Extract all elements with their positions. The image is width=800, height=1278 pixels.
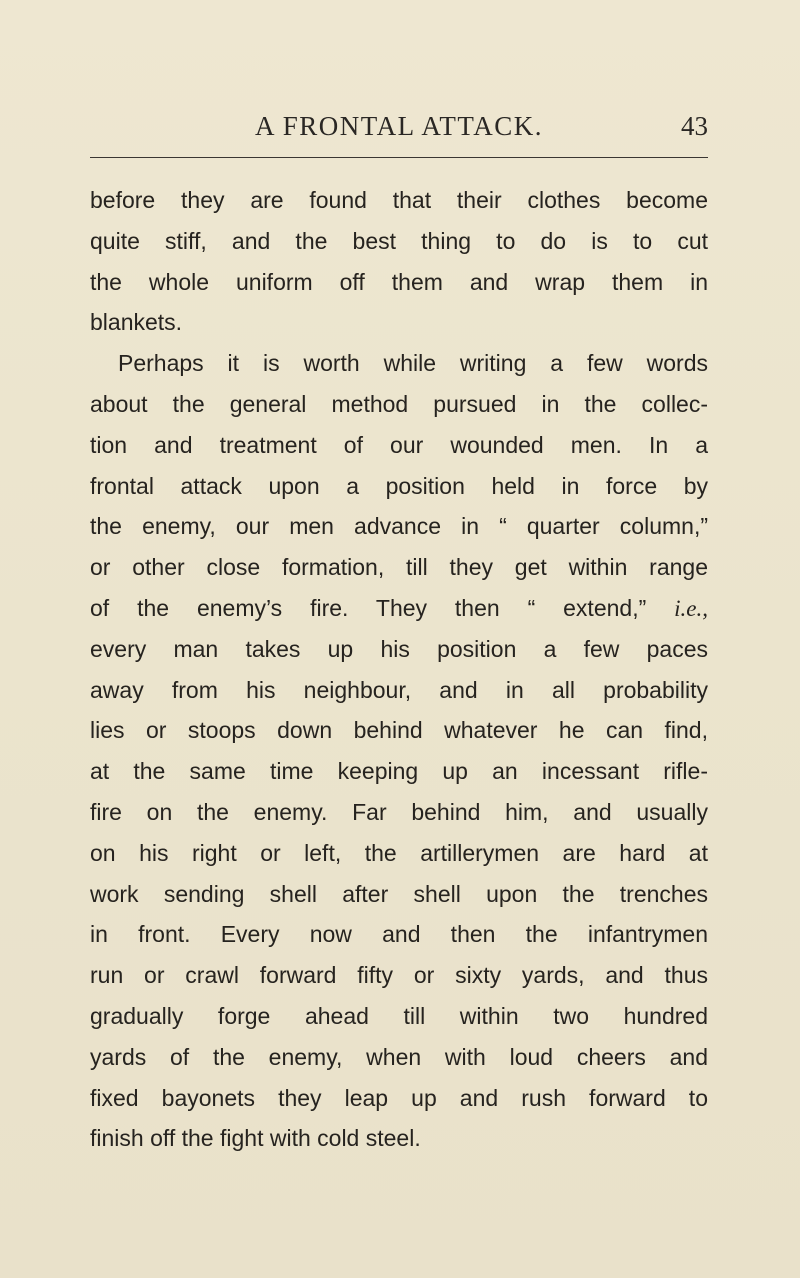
body-text xyxy=(90,180,708,1159)
italic-abbreviation: i.e., xyxy=(674,595,709,621)
text-line: finish off the fight with cold steel. xyxy=(90,1125,421,1152)
running-title: A FRONTAL ATTACK. xyxy=(255,111,543,141)
text-line: tion and treatment of our wounded men. In a xyxy=(90,431,708,458)
text-line: fixed bayonets they leap up and rush forward to xyxy=(90,1084,708,1111)
text-line: Perhaps it is worth while writing a few words xyxy=(118,350,708,377)
text-line xyxy=(90,588,708,629)
text-line: every man takes up his position a few paces xyxy=(90,635,708,662)
text-line: in front. Every now and then the infantrymen xyxy=(90,921,708,948)
text-line: at the same time keeping up an incessant rifle- xyxy=(90,758,708,785)
text-line: lies or stoops down behind whatever he can find, xyxy=(90,717,708,744)
text-line: fire on the enemy. Far behind him, and usually xyxy=(90,798,708,825)
text-line: before they are found that their clothes become xyxy=(90,187,708,213)
text-line: the whole uniform off them and wrap them in xyxy=(90,268,708,295)
text-fragment: of the enemy’s fire. They then “ extend,” xyxy=(90,594,647,621)
text-line: quite stiff, and the best thing to do is to cut xyxy=(90,227,708,254)
text-line: about the general method pursued in the collec- xyxy=(90,390,708,417)
text-line: the enemy, our men advance in “ quarter column,” xyxy=(90,513,708,540)
text-line: on his right or left, the artillerymen are hard at xyxy=(90,839,708,866)
text-line: blankets. xyxy=(90,309,183,336)
text-line: work sending shell after shell upon the trenches xyxy=(90,880,708,907)
text-line: run or crawl forward fifty or sixty yards, and thus xyxy=(90,962,708,989)
text-line: frontal attack upon a position held in force by xyxy=(90,472,708,499)
text-line: or other close formation, till they get within range xyxy=(90,554,708,581)
header-rule xyxy=(90,157,708,158)
text-line: gradually forge ahead till within two hundred xyxy=(90,1002,708,1029)
text-line: yards of the enemy, when with loud cheers and xyxy=(90,1043,708,1070)
text-line: away from his neighbour, and in all probability xyxy=(90,676,708,703)
page-number: 43 xyxy=(681,111,708,141)
running-head xyxy=(90,108,708,144)
